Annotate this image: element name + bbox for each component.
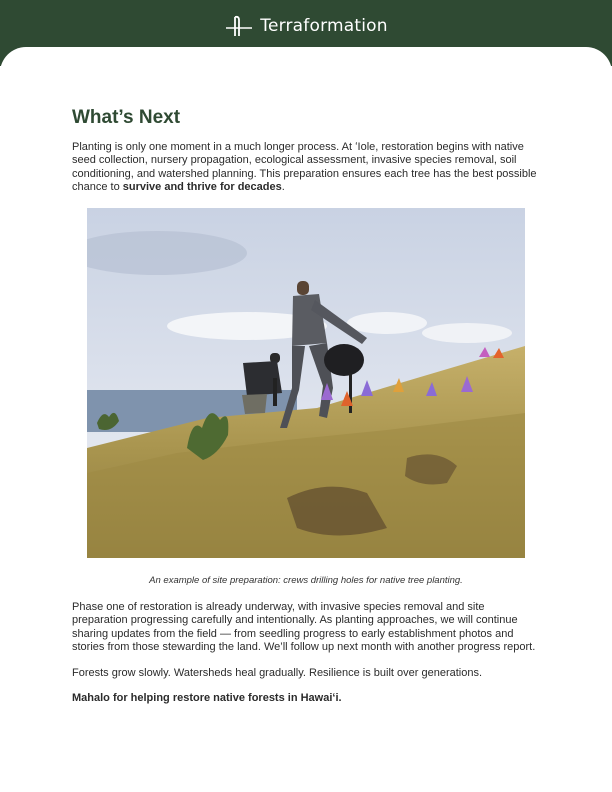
body-paragraph-1: Phase one of restoration is already underway, with invasive species removal and site preparation progressing carefully and intentionally. As planting approaches, we will continue sharing updates from the field — from seedling progress to early establishment photos and stories from those stewarding the land. We’ll follow up next month with another progress report. bbox=[72, 601, 536, 654]
intro-text: Planting is only one moment in a much longer process. At ʻIole, restoration begins with native seed collection, nursery propagation, ecological assessment, invasive species removal, soil conditioning, and watershed planning. This preparation ensures each tree has the best possible chance to bbox=[72, 141, 537, 194]
brand-logo[interactable] bbox=[0, 13, 612, 39]
main-content bbox=[72, 107, 540, 705]
body-paragraph-2: Forests grow slowly. Watersheds heal gradually. Resilience is built over generations. bbox=[72, 666, 483, 679]
photo-caption: An example of site preparation: crews drilling holes for native tree planting. bbox=[149, 574, 463, 586]
section-title: What’s Next bbox=[72, 107, 181, 128]
closing-line: Mahalo for helping restore native forests in Hawaiʻi. bbox=[72, 692, 342, 705]
intro-emphasis: survive and thrive for decades bbox=[122, 181, 282, 194]
intro-paragraph bbox=[72, 141, 540, 195]
intro-end: . bbox=[281, 181, 285, 194]
brand-name: Terraformation bbox=[260, 16, 388, 36]
site-preparation-photo bbox=[87, 208, 525, 558]
logo-mark-icon bbox=[224, 14, 254, 38]
